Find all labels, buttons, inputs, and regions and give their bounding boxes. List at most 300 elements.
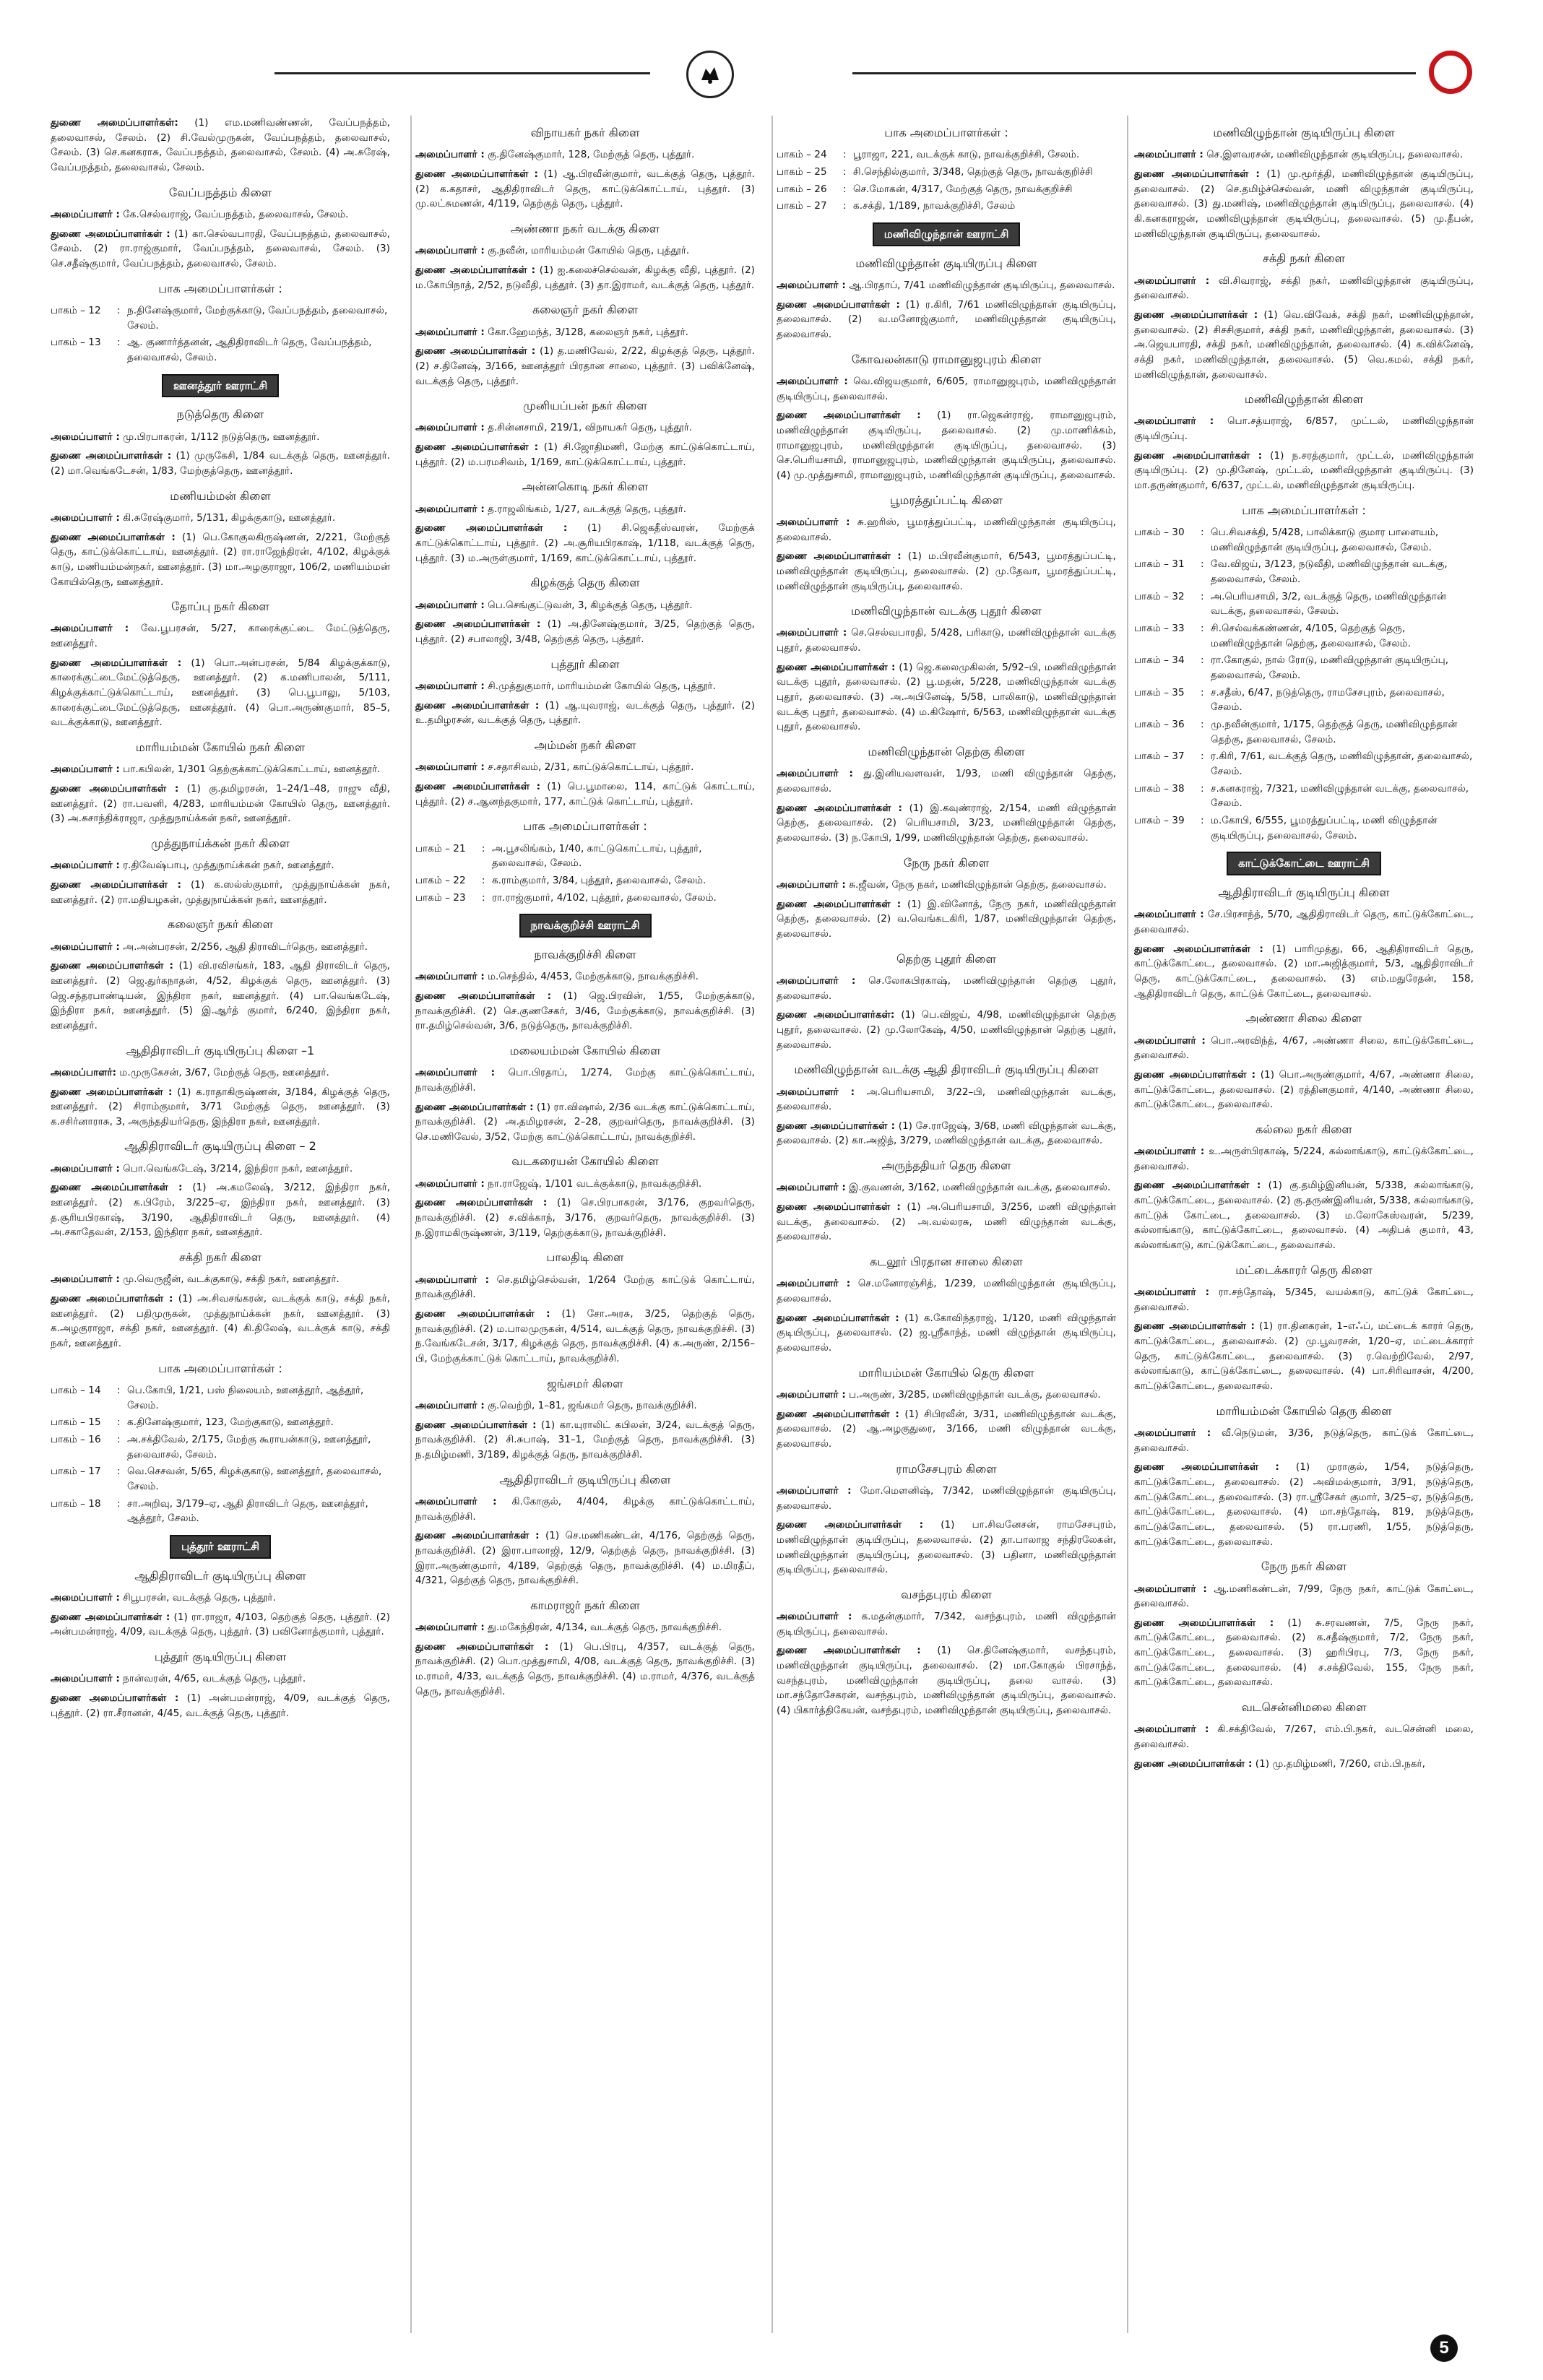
ward-number: பாகம் – 18	[51, 1497, 101, 1510]
role-label: அமைப்பாளர் :	[777, 1388, 846, 1401]
member-entry	[415, 502, 755, 517]
section-heading: அருந்ததியர் தெரு கிளை	[881, 1159, 1011, 1173]
role-label: துணை அமைப்பாளர்கள் :	[51, 228, 170, 240]
section-heading: சக்தி நகர் கிளை	[179, 1250, 262, 1265]
member-details: வீ.நெடுமன், 3/36, நடுத்தெரு, காட்டுக் கோட்டை, தலைவாசல்.	[1134, 1427, 1474, 1454]
ward-member: செ.மோகன், 4/317, மேற்குத் தெரு, நாவக்குறிச்சி	[853, 183, 1073, 195]
member-details: (1) க.ராதாகிருஷ்ணன், 3/184, கிழக்குத் தெரு, ஊனத்தூர். (2) சிராம்குமார், 3/71 மேற்குத் தெரு, ஊனத்தூர். (3) க.சசிர்னாராசு, 3, அருந்ததியர்தெரு, இந்திரா நகர், ஊனத்தூர்.	[51, 1086, 390, 1128]
ward-separator: :	[843, 149, 847, 161]
ward-number: பாகம் – 14	[51, 1384, 101, 1396]
member-details: மு.வெருஜீன், வடக்குகாடு, சக்தி நகர், ஊனத்தூர்.	[123, 1273, 340, 1286]
member-entry	[415, 698, 755, 728]
member-details: (1) இ.கவுண்ராஜ், 2/154, மணி விழுந்தான் தெற்கு, தலைவாசல். (2) பெரியசாமி, 3/23, மணிவிழுந்தான் தெற்கு, தலைவாசல். (3) ந.கோபி, 1/99, மணிவிழுந்தான் தெற்கு, தலைவாசல்.	[777, 802, 1116, 844]
ward-member: வெ.செசவன், 5/65, கிழக்குகாடு, ஊனத்தூர், தலைவாசல், சேலம்.	[127, 1466, 382, 1492]
member-entry	[777, 1484, 1116, 1513]
member-details: வி.சிவராஜ், சக்தி நகர், மணிவிழுந்தான் குடியிருப்பு, தலைவாசல்.	[1134, 274, 1474, 302]
role-label: அமைப்பாளர் :	[415, 1399, 485, 1411]
section-heading: மணிவிழுந்தான் குடியிருப்பு கிளை	[1213, 126, 1395, 139]
ward-number: பாகம் – 36	[1134, 718, 1185, 730]
member-entry	[777, 408, 1116, 483]
member-details: செ.இளவரசன், மணிவிழுந்தான் குடியிருப்பு, தலைவாசல்.	[1206, 149, 1464, 161]
member-details: கி.சுரேஷ்குமார், 5/131, கிழக்குகாடு, ஊனத்தூர்.	[123, 511, 336, 524]
member-entry	[51, 1180, 390, 1240]
ward-separator: :	[1201, 750, 1204, 763]
member-details: (1) ஜெ.கலைமுகிலன், 5/92–பி, மணிவிழுந்தான் வடக்கு புதூர், தலைவாசல். (2) பூ.மதன், 5/228, மணிவிழுந்தான் வடக்கு புதூர், தலைவாசல். (3) அ.அபினேஷ், 5/58, பாலிகாடு, மணிவிழுந்தான் வடக்கு புதூர், தலைவாசல். (4) ம.கிஷோர், 6/563, மணிவிழுந்தான் வடக்கு புதூர், தலைவாசல்.	[777, 661, 1116, 733]
member-entry	[415, 440, 755, 469]
ward-separator: :	[117, 1466, 121, 1478]
member-details: ஆ.பிரதாப், 7/41 மணிவிழுந்தான் குடியிருப்பு, தலைவாசல்.	[849, 280, 1115, 292]
role-label: துணை அமைப்பாளர்கள் :	[415, 780, 541, 792]
ward-separator: :	[117, 1433, 121, 1445]
member-details: (1) ஆ.யுவராஜ், வடக்குத் தெரு, புத்தூர். (2) உ.தமிழரசன், வடக்குத் தெரு, புத்தூர்.	[415, 699, 755, 727]
member-details: (1) அன்பமன்ராஜ், 4/09, வடக்குத் தெரு, புத்தூர். (2) ரா.சீரானன், 4/45, வடக்குத் தெரு, புத்தூர்.	[51, 1692, 390, 1719]
role-label: அமைப்பாளர் :	[51, 623, 129, 635]
section-heading: ஆதிதிராவிடர் குடியிருப்பு கிளை –1	[126, 1043, 315, 1057]
role-label: துணை அமைப்பாளர்கள் :	[777, 802, 902, 814]
ward-separator: :	[1201, 558, 1204, 571]
member-entry	[51, 656, 390, 730]
member-details: பொ.வெங்கடேஷ், 3/214, இந்திரா நகர், ஊனத்தூர்.	[123, 1162, 353, 1174]
member-entry	[415, 1307, 755, 1367]
section-heading: பாக அமைப்பாளர்கள் :	[523, 819, 647, 834]
ward-number: பாகம் – 30	[1134, 527, 1185, 539]
section-heading: வடகரையன் கோயில் கிளை	[511, 1154, 659, 1169]
ward-row	[1134, 813, 1474, 843]
ward-separator: :	[482, 891, 485, 904]
member-details: (1) ம.பிரவீன்குமார், 6/543, பூமரத்துப்பட்டி, மணிவிழுந்தான் குடியிருப்பு, தலைவாசல். (2) மு.தேவா, பூமரத்துப்பட்டி, மணிவிழுந்தான் குடியிருப்பு, தலைவாசல்.	[777, 550, 1116, 592]
role-label: அமைப்பாளர் :	[415, 971, 485, 983]
member-details: உ.அருள்பிரகாஷ், 5/224, கல்லாங்காடு, காட்டுக்கோட்டை, தலைவாசல்.	[1134, 1146, 1474, 1172]
member-details: கு.வெற்றி, 1–81, ஜங்கமர் தெரு, நாவக்குறிச்சி.	[488, 1399, 697, 1411]
member-details: பா.கபிலன், 1/301 தெற்குக்காட்டுக்கொட்டாய், ஊனத்தூர்.	[123, 763, 381, 776]
column-3	[777, 116, 1116, 2333]
ward-separator: :	[1201, 782, 1204, 795]
member-entry	[777, 515, 1116, 545]
role-label: துணை அமைப்பாளர்கள் :	[1134, 1180, 1261, 1192]
role-label: துணை அமைப்பாளர்கள் :	[777, 661, 896, 673]
section-heading: கல்லை நகர் கிளை	[1255, 1122, 1352, 1136]
member-details: (1) சே.ராஜேஷ், 3/68, மணி விழுந்தான் வடக்கு, தலைவாசல். (2) கா.அஜித், 3/279, மணிவிழுந்தான் வடக்கு, தலைவாசல்.	[777, 1120, 1116, 1147]
member-details: (1) அ.சிவசங்கரன், வடக்குக் காடு, சக்தி நகர், ஊனத்தூர். (2) பதிமுருகன், முத்துநாய்க்கன் நகர், ஊனத்தூர். (3) க.அழகுராஜா, சக்தி நகர், ஊனத்தூர். (4) கி.திலேஷ், வடக்குக் காடு, சக்தி நகர், ஊனத்தூர்.	[51, 1293, 390, 1350]
member-details: பெ.செங்குட்டுவன், 3, கிழக்குத் தெரு, புத்தூர்.	[488, 599, 693, 611]
member-entry	[415, 1273, 755, 1302]
ward-row	[415, 841, 755, 871]
member-details: அ.அன்பரசன், 2/256, ஆதி திராவிடர்தெரு, ஊனத்தூர்.	[123, 940, 368, 953]
party-emblem-icon	[686, 51, 734, 98]
header-rule-left	[275, 72, 650, 74]
member-details: பொ.சத்யராஜ், 6/857, முட்டல், மணிவிழுந்தான் குடியிருப்பு.	[1134, 415, 1474, 443]
member-entry	[415, 1195, 755, 1240]
ward-row	[1134, 749, 1474, 779]
member-entry	[1134, 942, 1474, 1002]
member-details: அ.பெரியசாமி, 3/22–பி, மணிவிழுந்தான் வடக்கு, தலைவாசல்.	[777, 1086, 1116, 1113]
ward-member: க.சக்தி, 1/189, நாவக்குறிச்சி, சேலம்	[853, 200, 1016, 212]
ward-member: சி.செல்வக்கண்ணன், 4/105, தெற்குத் தெரு, மணிவிழுந்தான் தெற்கு, தலைவாசல், சேலம்.	[1211, 623, 1411, 649]
member-entry	[777, 374, 1116, 404]
column-1	[51, 116, 390, 2333]
ward-row	[51, 1415, 390, 1430]
member-details: கு.நவீன், மாரியம்மன் கோயில் தெரு, புத்தூர்.	[488, 245, 690, 257]
member-details: க.மதன்குமார், 7/342, வசந்தபுரம், மணி விழுந்தான் குடியிருப்பு, தலைவாசல்.	[777, 1611, 1116, 1637]
ward-number: பாகம் – 27	[777, 200, 827, 212]
member-entry	[777, 1311, 1116, 1356]
section-heading: பாக அமைப்பாளர்கள் :	[1242, 503, 1366, 517]
section-heading: பாக அமைப்பாளர்கள் :	[158, 281, 282, 295]
member-entry	[1134, 308, 1474, 382]
member-entry	[51, 511, 390, 526]
section-heading: பூமரத்துப்பட்டி கிளை	[889, 493, 1003, 507]
role-label: துணை அமைப்பாளர்கள் :	[1134, 449, 1263, 462]
member-details: மு.பிரபாகரன், 1/112 நடுத்தெரு, ஊனத்தூர்.	[123, 430, 320, 443]
member-details: (1) கா.செல்வபாரதி, வேப்பநத்தம், தலைவாசல், சேலம். (2) ரா.ராஜ்குமார், வேப்பநத்தம், தலைவாசல், சேலம். (3) செ.சதீஷ்குமார், வேப்பநத்தம், தலைவாசல், சேலம்.	[51, 228, 390, 269]
member-details: ரா.சந்தோஷ், 5/345, வயல்காடு, காட்டுக் கோட்டை, தலைவாசல்.	[1134, 1286, 1474, 1313]
member-details: (1) அ.பெரியசாமி, 3/256, மணி விழுந்தான் வடக்கு, தலைவாசல். (2) அ.வல்லரசு, மணி விழுந்தான் வடக்கு, தலைவாசல்.	[777, 1201, 1116, 1243]
ward-number: பாகம் – 34	[1134, 654, 1185, 667]
member-details: சிபூபரசன், வடக்குத் தெரு, புத்தூர்.	[123, 1592, 276, 1604]
member-details: (1) மு.மூர்த்தி, மணிவிழுந்தான் குடியிருப்பு, தலைவாசல். (2) செ.தமிழ்ச்செல்வன், மணி விழுந்தான் குடியிருப்பு, தலைவாசல். (3) து.மணிஷ், மணிவிழுந்தான் குடியிருப்பு, தலைவாசல். (4) கி.கனகராஜன், மணிவிழுந்தான் குடியிருப்பு, தலைவாசல். (5) மு.தீபன், மணிவிழுந்தான் குடியிருப்பு, தலைவாசல்.	[1134, 168, 1474, 240]
role-label: அமைப்பாளர் :	[777, 1278, 851, 1290]
member-details: த.ராஜலிங்கம், 1/27, வடக்குத் தெரு, புத்தூர்.	[488, 503, 687, 515]
role-label: துணை அமைப்பாளர்கள் :	[415, 1419, 537, 1431]
role-label: அமைப்பாளர் :	[51, 511, 120, 524]
role-label: அமைப்பாளர் :	[777, 768, 853, 780]
ward-separator: :	[843, 165, 847, 178]
role-label: அமைப்பாளர் :	[415, 149, 485, 161]
role-label: அமைப்பாளர் :	[1134, 415, 1214, 428]
role-label: அமைப்பாளர்:	[51, 1066, 117, 1078]
member-entry	[51, 782, 390, 826]
member-details: (1) சோ.அரசு, 3/25, தெற்குத் தெரு, நாவக்குறிச்சி. (2) ம.பாலமுருகன், 4/514, வடக்குத் தெரு, நாவக்குறிச்சி. (3) ந.வேங்கடேசன், 3/17, கிழக்குத் தெரு, நாவக்குறிச்சி. (4) க.அருண், 2/156–பி, மேற்குக்காட்டுக் கொட்டாய், நாவக்குறிச்சி.	[415, 1308, 755, 1365]
member-details: (1) செ.பிரபாகரன், 3/176, குறவர்தெரு, நாவக்குறிச்சி. (2) ச.விக்காந், 3/176, குறவர்தெரு, நாவக்குறிச்சி. (3) ந.இராமகிருஷ்ணன், 3/119, தெற்குக்காடு, நாவக்குறிச்சி.	[415, 1197, 755, 1239]
member-details: ர.திவேஷ்பாபு, முத்துநாய்க்கன் நகர், ஊனத்தூர்.	[123, 860, 334, 872]
member-entry	[777, 1518, 1116, 1578]
member-entry	[415, 1177, 755, 1192]
ward-separator: :	[1201, 623, 1204, 634]
ward-member: ஆ. குணார்த்தனன், ஆதிதிராவிடர் தெரு, வேப்பநத்தம், தலைவாசல், சேலம்.	[127, 337, 372, 363]
member-entry	[415, 1640, 755, 1700]
ward-row	[1134, 557, 1474, 587]
member-details: (1) இ.வினோத், நேரு நகர், மணிவிழுந்தான் தெற்கு, தலைவாசல். (2) வ.வெங்கடகிரி, 1/87, மணிவிழுந்தான் தெற்கு, தலைவாசல்.	[777, 898, 1116, 940]
role-label: அமைப்பாளர் :	[1134, 149, 1203, 161]
member-details: வே.பூபரசன், 5/27, காரைக்குட்டை மேட்டுத்தெரு, ஊனத்தூர்.	[51, 623, 390, 650]
ward-row	[777, 147, 1116, 163]
member-entry	[1134, 1460, 1474, 1549]
ward-number: பாகம் – 25	[777, 165, 827, 178]
section-heading: நடுத்தெரு கிளை	[176, 407, 264, 422]
member-entry	[51, 621, 390, 651]
column-2	[415, 116, 755, 2333]
member-details: (1) வி.ரவிசங்கர், 183, ஆதி திராவிடர் தெரு, ஊனத்தூர். (2) ஜெ.துர்கநாதன், 4/52, கிழக்குக் தெரு, ஊனத்தூர். (3) ஜெ.சந்தரபாண்டியன், இந்திரா நகர், ஊனத்தூர். (4) பா.வெங்கடேஷ், இந்திரா நகர், ஊனத்தூர். (5) இ.ஆர்த் குமார், 6/240, இந்திரா நகர், ஊனத்தூர்.	[51, 960, 390, 1031]
ward-number: பாகம் – 26	[777, 183, 827, 195]
member-details: கி.கோகுல், 4/404, கிழக்கு காட்டுக்கொட்டாய், நாவக்குறிச்சி.	[415, 1495, 755, 1523]
role-label: துணை அமைப்பாளர்கள் :	[1134, 1068, 1256, 1081]
ward-separator: :	[843, 183, 847, 195]
ward-separator: :	[117, 1416, 121, 1429]
role-label: துணை அமைப்பாளர்கள் :	[51, 783, 179, 795]
member-details: இ.குவணன், 3/162, மணிவிழுந்தான் வடக்கு, தலைவாசல்.	[849, 1182, 1111, 1194]
member-entry	[51, 1671, 390, 1687]
section-heading: நாவக்குறிச்சி கிளை	[534, 947, 636, 961]
role-label: துணை அமைப்பாளர்கள் :	[415, 990, 552, 1002]
member-entry	[1134, 1068, 1474, 1112]
role-label: துணை அமைப்பாளர்கள் :	[777, 1408, 899, 1420]
role-label: துணை அமைப்பாளர்கள் :	[777, 1120, 896, 1132]
role-label: துணை அமைப்பாளர்கள் :	[1134, 308, 1258, 321]
ward-number: பாகம் – 33	[1134, 623, 1185, 634]
member-entry	[415, 1620, 755, 1635]
member-details: (1) முராகுல், 1/54, நடுத்தெரு, காட்டுக்கோட்டை, தலைவாசல். (2) அவிமல்குமார், 3/91, நடுத்தெரு, காட்டுக்கோட்டை, தலைவாசல். (3) ரா.ஸ்ரீசேகர் குமார், 3/25–ஏ, நடுத்தெரு, காட்டுக்கோட்டை, தலைவாசல். (4) மா.சந்தோஷ், 819, நடுத்தெரு, காட்டுக்கோட்டை, தலைவாசல். (5) ரா.பரணி, 1/55, நடுத்தெரு, காட்டுக்கோட்டை, தலைவாசல்.	[1134, 1461, 1474, 1548]
member-details: த.சின்னசாமி, 219/1, விநாயகர் தெரு, புத்தூர்.	[488, 422, 693, 434]
role-label: துணை அமைப்பாளர்கள் :	[415, 1530, 540, 1542]
section-heading: ஆதிதிராவிடர் குடியிருப்பு கிளை	[134, 1568, 306, 1583]
member-entry	[51, 116, 390, 176]
member-entry	[415, 1494, 755, 1524]
section-heading: அம்மன் நகர் கிளை	[534, 737, 636, 752]
member-details: (1) க.ஸல்ஸ்குமார், முத்துநாய்க்கன் நகர், ஊனத்தூர். (2) ரா.மதியழகன், முத்துநாய்க்கன் நகர், ஊனத்தூர்.	[51, 878, 390, 906]
ward-number: பாகம் – 12	[51, 304, 101, 316]
member-entry	[51, 1591, 390, 1606]
ward-separator: :	[1201, 718, 1204, 730]
section-heading: கோவலன்காடு ராமானுஜபுரம் கிளை	[851, 352, 1042, 366]
ward-row	[777, 199, 1116, 214]
member-details: (1) சிபிரவீன், 3/31, மணிவிழுந்தான் வடக்கு, தலைவாசல். (2) ஆ.அழகுதுரை, 3/166, மணி விழுந்தான் வடக்கு, தலைவாசல்.	[777, 1408, 1116, 1450]
member-details: (1) த.மணிவேல், 2/22, கிழக்குத் தெரு, புத்தூர். (2) ச.தினேஷ், 3/166, ஊனத்தூர் பிரதான சாலை, புத்தூர். (3) பவிக்னேஷ், வடக்குத் தெரு, புத்தூர்.	[415, 345, 755, 387]
ward-separator: :	[1201, 527, 1204, 539]
ward-row	[415, 891, 755, 906]
member-details: பொ.பிரதாப், 1/274, மேற்கு காட்டுக்கொட்டாய், நாவக்குறிச்சி.	[415, 1067, 755, 1094]
page-number: 5	[1430, 2334, 1458, 2362]
role-label: துணை அமைப்பாளர்கள் :	[777, 1312, 899, 1324]
ward-row	[51, 1464, 390, 1494]
ward-number: பாகம் – 23	[415, 891, 466, 904]
member-entry	[51, 430, 390, 445]
ward-separator: :	[117, 304, 121, 316]
member-entry	[777, 1609, 1116, 1639]
member-details: (1) ரா.ராஜா, 4/103, தெற்குத் தெரு, புத்தூர். (2) அன்பமன்ராஜ், 4/09, வடக்குத் தெரு, புத்தூர். (3) பவினோத்குமார், புத்தூர்.	[51, 1611, 390, 1638]
role-label: துணை அமைப்பாளர்கள் :	[777, 1201, 901, 1213]
member-details: கே.செல்வராஜ், வேப்பநத்தம், தலைவாசல், சேலம்.	[123, 208, 349, 220]
role-label: அமைப்பாளர் :	[51, 1592, 120, 1604]
member-entry	[1134, 1144, 1474, 1174]
section-heading: வடசென்னிமலை கிளை	[1241, 1700, 1367, 1715]
member-details: (1) சி.ஜோதிமணி, மேற்கு காட்டுக்கொட்டாய், புத்தூர். (2) ம.பரமசிவம், 1/169, காட்டுக்கொட்டாய், புத்தூர்.	[415, 441, 755, 468]
member-details: (1) சி.ஜெகதீஸ்வரன், மேற்குக் காட்டுக்கொட்டாய், புத்தூர். (2) அ.சூரியபிரகாஷ், 1/118, வடக்குத் தெரு, புத்தூர். (3) ம.அருள்குமார், 1/169, காட்டுக்கொட்டாய், புத்தூர்.	[415, 522, 755, 564]
role-label: அமைப்பாளர் :	[1134, 909, 1204, 921]
role-label: அமைப்பாளர் :	[1134, 1034, 1206, 1047]
member-entry	[51, 858, 390, 873]
emblem-glyph-icon	[696, 60, 725, 89]
member-details: து.இனியவளவன், 1/93, மணி விழுந்தான் தெற்கு, தலைவாசல்.	[777, 768, 1116, 795]
ward-row	[51, 303, 390, 333]
member-entry	[777, 1200, 1116, 1245]
member-entry	[777, 801, 1116, 846]
member-details: (1) அ.தினேஷ்குமார், 3/25, தெற்குத் தெரு, புத்தூர். (2) சபாலாஜி, 3/48, தெற்குத் தெரு, புத்தூர்.	[415, 618, 755, 645]
member-details: (1) பொ.அன்பரசன், 5/84 கிழக்குக்காடு, காரைக்குட்டைமேட்டுத்தெரு, ஊனத்தூர். (2) க.மணிபாலன், 5/111, கிழக்குக்காட்டுக்கொட்டாய், ஊனத்தூர். (3) பெ.பூபாலு, 5/103, காரைக்குட்டைமேட்டுத்தெரு, ஊனத்தூர். (4) பொ.அருண்குமார், 85–5, வடக்குக்காடு, ஊனத்தூர்.	[51, 657, 390, 729]
member-details: (1) கா.யுராலிட் கபிலன், 3/24, வடக்குத் தெரு, நாவக்குறிச்சி. (2) சி.சுபாஷ், 31–1, மேற்குத் தெரு, நாவக்குறிச்சி. (3) ந.தமிழ்மணி, 3/189, கிழக்குத் தெரு, நாவக்குறிச்சி.	[415, 1419, 755, 1461]
role-label: துணை அமைப்பாளர்கள் :	[415, 345, 536, 358]
member-details: (1) பெ.பிரபு, 4/357, வடக்குத் தெரு, நாவக்குறிச்சி. (2) பொ.முத்துசாமி, 4/08, வடக்குத் தெரு, நாவக்குறிச்சி. (3) ம.ராமர், 4/33, வடக்குத் தெரு, நாவக்குறிச்சி. (4) ம.ராமர், 4/376, வடக்குத் தெரு, நாவக்குறிச்சி.	[415, 1640, 755, 1697]
ward-member: அ.பூசலிங்கம், 1/40, காட்டுகொட்டாய், புத்தூர், தலைவாசல், சேலம்.	[492, 842, 702, 870]
member-entry	[51, 1610, 390, 1640]
section-heading: காமராஜர் நகர் கிளை	[530, 1598, 640, 1612]
member-entry	[415, 1418, 755, 1463]
section-heading: மணியம்மன் கிளை	[170, 488, 271, 503]
ward-member: மு.நவீன்குமார், 1/175, தெற்குத் தெரு, மணிவிழுந்தான் தெற்கு, தலைவாசல், சேலம்.	[1211, 718, 1458, 745]
member-entry	[777, 1643, 1116, 1718]
member-details: (1) பொ.அருண்குமார், 4/67, அண்ணா சிலை, காட்டுக்கோட்டை, தலைவாசல். (2) ரத்தினகுமார், 4/140, அண்ணா சிலை, காட்டுக்கோட்டை, தலைவாசல்.	[1134, 1068, 1474, 1111]
ward-member: க.தினேஷ்குமார், 123, மேற்குகாடு, ஊனத்தூர்.	[127, 1416, 334, 1429]
role-label: அமைப்பாளர் :	[51, 1162, 120, 1174]
member-details: (1) எம.மணிவண்ணன், வேப்பநத்தம், தலைவாசல், சேலம். (2) சி.வேல்முருகன், வேப்பநத்தம், தலைவாசல், சேலம். (3) செ.கனகராசு, வேப்பநத்தம், தலைவாசல், சேலம். (4) அ.சுரேஷ், வேப்பநத்தம், தலைவாசல், சேலம்.	[51, 117, 390, 173]
member-details: செ.லோகபிரகாஷ், மணிவிழுந்தான் தெற்கு புதூர், தலைவாசல்.	[777, 974, 1116, 1002]
role-label: அமைப்பாளர் :	[415, 1067, 496, 1079]
ward-member: ந.தினேஷ்குமார், மேற்குக்காடு, வேப்பநத்தம், தலைவாசல், சேலம்.	[127, 304, 388, 332]
ward-number: பாகம் – 13	[51, 337, 101, 349]
member-details: மோ.மௌனிஷ், 7/342, மணிவிழுந்தான் குடியிருப்பு, தலைவாசல்.	[777, 1484, 1116, 1512]
ward-member: சி.செந்தில்குமார், 3/348, தெற்குத் தெரு, நாவக்குறிச்சி	[853, 165, 1093, 178]
role-label: அமைப்பாளர் :	[1134, 1286, 1210, 1299]
ward-number: பாகம் – 15	[51, 1416, 101, 1429]
section-heading: அண்ணா நகர் வடக்கு கிளை	[510, 221, 660, 235]
role-label: அமைப்பாளர் :	[1134, 1583, 1207, 1595]
ward-separator: :	[482, 874, 485, 886]
member-entry	[777, 766, 1116, 796]
member-entry	[1134, 449, 1474, 493]
page-header	[0, 0, 1543, 108]
role-label: துணை அமைப்பாளர்கள் :	[51, 1293, 173, 1305]
section-heading: மலையம்மன் கோயில் கிளை	[509, 1043, 661, 1057]
member-entry	[777, 1008, 1116, 1052]
role-label: துணை அமைப்பாளர்கள்:	[777, 1009, 895, 1021]
ward-number: பாகம் – 21	[415, 842, 466, 854]
ward-number: பாகம் – 32	[1134, 590, 1185, 602]
ward-row	[51, 1383, 390, 1413]
role-label: துணை அமைப்பாளர்கள் :	[415, 1101, 534, 1113]
member-details: (1) ஆ.பிரவீன்குமார், வடக்குத் தெரு, புத்தூர். (2) க.கதாசர், ஆதிதிராவிடர் தெரு, காட்டுக்கொட்டாய், புத்தூர். (3) மு.லட்சுமணன், 4/119, தெற்குத் தெரு, புத்தூர்.	[415, 168, 755, 210]
role-label: துணை அமைப்பாளர்கள் :	[1134, 1320, 1255, 1333]
member-entry	[415, 617, 755, 646]
member-details: (1) பெ.பூமாலை, 114, காட்டுக் கொட்டாய், புத்தூர். (2) ச.ஆனந்தகுமார், 177, காட்டுக் கொட்டாய், புத்தூர்.	[415, 780, 755, 808]
ward-row	[777, 165, 1116, 180]
ward-member: க.ராம்குமார், 3/84, புத்தூர், தலைவாசல், சேலம்.	[492, 874, 706, 886]
role-label: அமைப்பாளர் :	[777, 627, 847, 639]
role-label: அமைப்பாளர் :	[777, 516, 850, 528]
section-heading: சக்தி நகர் கிளை	[1263, 251, 1345, 266]
role-label: அமைப்பாளர் :	[51, 430, 120, 443]
member-details: நா.ராஜேஷ், 1/101 வடக்குக்காடு, நாவக்குறிச்சி.	[488, 1177, 702, 1190]
role-label: அமைப்பாளர் :	[777, 1611, 852, 1623]
role-label: துணை அமைப்பாளர்கள் :	[51, 450, 172, 462]
section-heading: மாரியம்மன் கோயில் தெரு கிளை	[858, 1365, 1034, 1380]
member-entry	[777, 1276, 1116, 1306]
section-heading: பாக அமைப்பாளர்கள் :	[158, 1361, 282, 1375]
role-label: துணை அமைப்பாளர்கள் :	[777, 1645, 921, 1657]
section-heading: மணிவிழுந்தான் தெற்கு கிளை	[868, 745, 1025, 759]
panchayat-banner: புத்தூர் ஊராட்சி	[170, 1535, 271, 1559]
ward-row	[51, 1497, 390, 1526]
panchayat-banner: மணிவிழுந்தான் ஊராட்சி	[873, 222, 1021, 246]
member-entry	[415, 1398, 755, 1414]
corner-ring-icon	[1429, 51, 1472, 94]
ward-member: வே.விஜய், 3/123, நடுவீதி, மணிவிழுந்தான் வடக்கு, தலைவாசல், சேலம்.	[1211, 558, 1448, 586]
role-label: துணை அமைப்பாளர்கள் :	[415, 1308, 550, 1320]
ward-number: பாகம் – 39	[1134, 814, 1185, 826]
ward-separator: :	[117, 1384, 121, 1396]
ward-number: பாகம் – 38	[1134, 782, 1185, 795]
section-heading: முத்துநாய்க்கன் நகர் கிளை	[150, 836, 290, 851]
role-label: துணை அமைப்பாளர்கள் :	[415, 618, 541, 631]
member-entry	[777, 1388, 1116, 1403]
ward-separator: :	[1201, 590, 1204, 602]
section-heading: வேப்பநத்தம் கிளை	[168, 185, 272, 199]
role-label: துணை அமைப்பாளர்கள் :	[1134, 1617, 1274, 1629]
member-entry	[415, 1528, 755, 1588]
member-entry	[415, 1065, 755, 1095]
role-label: அமைப்பாளர் :	[415, 422, 485, 434]
ward-member: ரா.ராஜ்குமார், 4/102, புத்தூர், தலைவாசல், சேலம்.	[492, 891, 717, 904]
member-entry	[1134, 1285, 1474, 1315]
section-heading: பாலதிடி கிளை	[546, 1250, 624, 1265]
member-entry	[51, 449, 390, 478]
ward-row	[1134, 717, 1474, 747]
member-entry	[415, 969, 755, 985]
member-entry	[415, 167, 755, 212]
ward-row	[415, 873, 755, 888]
member-details: (1) முருகேசி, 1/84 வடக்குத் தெரு, ஊனத்தூர். (2) மா.வெங்கடேசன், 1/83, மேற்குத்தெரு, ஊனத்தூர்.	[51, 450, 390, 477]
role-label: துணை அமைப்பாளர்கள் :	[51, 1086, 173, 1098]
article-columns	[51, 116, 1474, 2333]
member-details: (1) பெ.விஜய், 4/98, மணிவிழுந்தான் தெற்கு புதூர், தலைவாசல். (2) மு.லோகேஷ், 4/50, மணிவிழுந்தான் தெற்கு புதூர், தலைவாசல்.	[777, 1009, 1116, 1051]
member-entry	[415, 325, 755, 340]
member-details: (1) அ.கமலேஷ், 3/212, இந்திரா நகர், ஊனத்தூர். (2) க.பிரேம், 3/225–ஏ, இந்திரா நகர், ஊனத்தூர். (3) த.சூரியபிரகாஷ், 3/190, ஆதிதிராவிடர் தெரு, ஊனத்தூர். (4) அ.சகாதேவன், 2/153, இந்திரா நகர், ஊனத்தூர்.	[51, 1182, 390, 1239]
role-label: அமைப்பாளர் :	[51, 763, 120, 776]
role-label: அமைப்பாளர் :	[415, 761, 485, 774]
ward-separator: :	[843, 200, 847, 212]
member-details: பொ.அரவிந்த், 4/67, அண்ணா சிலை, காட்டுக்கோட்டை, தலைவாசல்.	[1134, 1034, 1474, 1062]
ward-number: பாகம் – 35	[1134, 686, 1185, 698]
section-heading: ராமசேசபுரம் கிளை	[896, 1461, 997, 1476]
member-details: (1) கு.தமிழரசன், 1–24/1–48, ராஜு வீதி, ஊனத்தூர். (2) ரா.பவனி, 4/283, மாரியம்மன் கோயில் தெரு, ஊனத்தூர். (3) அ.சுசாந்திக்ராஜா, முத்துநாய்க்கன் நகர், ஊனத்தூர்.	[51, 783, 390, 825]
section-heading: கடலூர் பிரதான சாலை கிளை	[870, 1255, 1023, 1269]
member-entry	[1134, 167, 1474, 241]
role-label: துணை அமைப்பாளர்கள் :	[51, 960, 173, 972]
member-entry	[1134, 274, 1474, 303]
member-entry	[777, 626, 1116, 655]
ward-row	[777, 182, 1116, 197]
role-label: துணை அமைப்பாளர்கள் :	[777, 550, 902, 563]
ward-separator: :	[1201, 686, 1204, 698]
ward-number: பாகம் – 31	[1134, 558, 1185, 571]
ward-separator: :	[117, 1497, 121, 1510]
member-details: (1) ரா.விஷால், 2/36 வடக்கு காட்டுக்கொட்டாய், நாவக்குறிச்சி. (2) அ.தமிழரசன், 2–28, குறவர்தெரு, நாவக்குறிச்சி. (3) செ.மணிவேல், 3/52, மேற்கு காட்டுக்கொட்டாய், நாவக்குறிச்சி.	[415, 1101, 755, 1143]
member-entry	[51, 1291, 390, 1351]
member-details: (1) ந.சரத்குமார், முட்டல், மணிவிழுந்தான் குடியிருப்பு. (2) மு.தினேஷ், முட்டல், மணிவிழுந்தான் குடியிருப்பு. (3) மா.தருண்குமார், 6/637, முட்டல், மணிவிழுந்தான் குடியிருப்பு.	[1134, 449, 1474, 492]
ward-separator: :	[1201, 814, 1204, 826]
member-details: ஆ.மணிகண்டன், 7/99, நேரு நகர், காட்டுக் கோட்டை, தலைவாசல்.	[1134, 1583, 1474, 1610]
ward-row	[51, 1432, 390, 1462]
role-label: துணை அமைப்பாளர்கள் :	[51, 657, 182, 669]
member-details: (1) பாரிமுத்து, 66, ஆதிதிராவிடர் தெரு, காட்டுக்கோட்டை, தலைவாசல். (2) மா.அஜித்குமார், 5/3, ஆதிதிராவிடர் தெரு, காட்டுக்கோட்டை, தலைவாசல். (3) எம்.மதுரேதன், 158, ஆதிதிராவிடர் தெரு, காட்டுக் கோட்டை, தலைவாசல்.	[1134, 943, 1474, 1000]
role-label: துணை அமைப்பாளர்கள் :	[415, 441, 539, 454]
ward-member: சா.அறிவு, 3/179–ஏ, ஆதி திராவிடர் தெரு, ஊனத்தூர், ஆத்தூர், சேலம்.	[127, 1497, 368, 1525]
panchayat-banner: நாவக்குறிச்சி ஊராட்சி	[519, 914, 652, 938]
section-heading: கலைஞர் நகர் கிளை	[532, 303, 638, 317]
section-heading: ஆதிதிராவிடர் குடியிருப்பு கிளை	[499, 1472, 671, 1487]
role-label: அமைப்பாளர் :	[415, 245, 485, 257]
member-entry	[51, 1691, 390, 1721]
role-label: அமைப்பாளர் :	[1134, 274, 1210, 287]
section-heading: முனியப்பன் நகர் கிளை	[523, 399, 647, 413]
